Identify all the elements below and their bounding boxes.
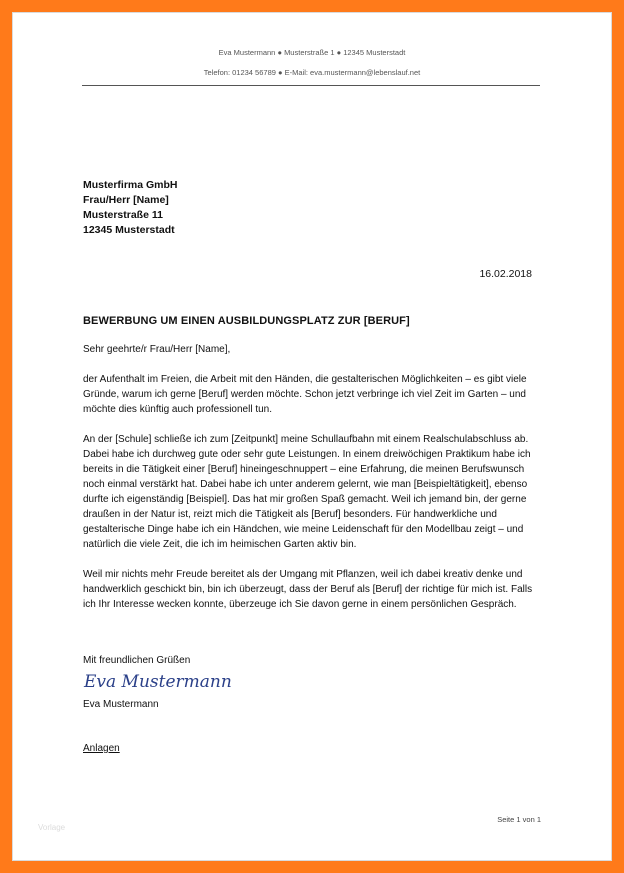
recipient-street: Musterstraße 11	[83, 209, 163, 221]
separator-dot: ●	[277, 48, 282, 57]
letter-date: 16.02.2018	[479, 268, 532, 280]
sender-address-line	[0, 48, 624, 57]
separator-dot: ●	[336, 48, 342, 57]
separator-dot: ●	[278, 68, 283, 77]
sender-name: Eva Mustermann	[218, 48, 276, 57]
closing-phrase: Mit freundlichen Grüßen	[83, 655, 191, 666]
recipient-address	[83, 178, 178, 238]
sender-street: Musterstraße 1	[284, 48, 335, 57]
watermark: Vorlage	[38, 823, 66, 832]
letter-subject: BEWERBUNG UM EINEN AUSBILDUNGSPLATZ ZUR [BERUF]	[83, 315, 410, 327]
body-paragraph: An der [Schule] schließe ich zum [Zeitpunkt] meine Schullaufbahn mit einem Realschulabschluss ab. Dabei habe ich durchweg gute oder sehr gute Leistungen. In einem dreiwöchigen Praktikum habe ich bereits in die Tätigkeit einer [Beruf] hineingeschnuppert – eine Erfahrung, die meinen Berufswunsch noch einmal verstärkt hat. Dabei habe ich unter anderem gelernt, wie man [Beispieltätigkeit], ebenso durfte ich eigenständig [Beispiel]. Das hat mir großen Spaß gemacht. Weil ich jemand bin, der gerne draußen in der Natur ist, reizt mich die Tätigkeit als [Beruf] besonders. Für handwerkliche und gestalterische Dinge habe ich ein Händchen, wie meine Leidenschaft für den Modellbau zeigt – und natürlich die viele Zeit, die ich im heimischen Garten aktiv bin.	[83, 434, 531, 550]
body-paragraph: der Aufenthalt im Freien, die Arbeit mit den Händen, die gestalterischen Möglichkeiten – es gibt viele Gründe, warum ich gerne [Beruf] werden möchte. Schon jetzt verbringe ich viel Zeit im Garten – und möchte dies künftig auch professionell tun.	[83, 374, 527, 415]
header-divider	[82, 85, 540, 86]
page-number: Seite 1 von 1	[497, 815, 541, 824]
body-paragraph: Weil mir nichts mehr Freude bereitet als der Umgang mit Pflanzen, weil ich dabei kreativ denke und handwerklich geschickt bin, bin ich überzeugt, dass der Beruf als [Beruf] der richtige für mich ist. Falls ich Ihr Interesse wecken konnte, überzeuge ich Sie davon gerne in einem persönlichen Gespräch.	[83, 569, 533, 610]
sender-contact-line	[0, 68, 624, 77]
letter-body	[83, 342, 543, 627]
sender-phone: Telefon: 01234 56789	[203, 68, 276, 77]
handwritten-signature: Eva Mustermann	[84, 672, 232, 692]
sender-email: E-Mail: eva.mustermann@lebenslauf.net	[284, 68, 421, 77]
recipient-company: Musterfirma GmbH	[83, 179, 178, 191]
recipient-city: 12345 Musterstadt	[83, 224, 175, 236]
salutation: Sehr geehrte/r Frau/Herr [Name],	[83, 344, 231, 355]
printed-name: Eva Mustermann	[83, 699, 159, 710]
recipient-contact: Frau/Herr [Name]	[83, 194, 169, 206]
sender-city: 12345 Musterstadt	[343, 48, 406, 57]
attachments-label: Anlagen	[83, 743, 120, 754]
